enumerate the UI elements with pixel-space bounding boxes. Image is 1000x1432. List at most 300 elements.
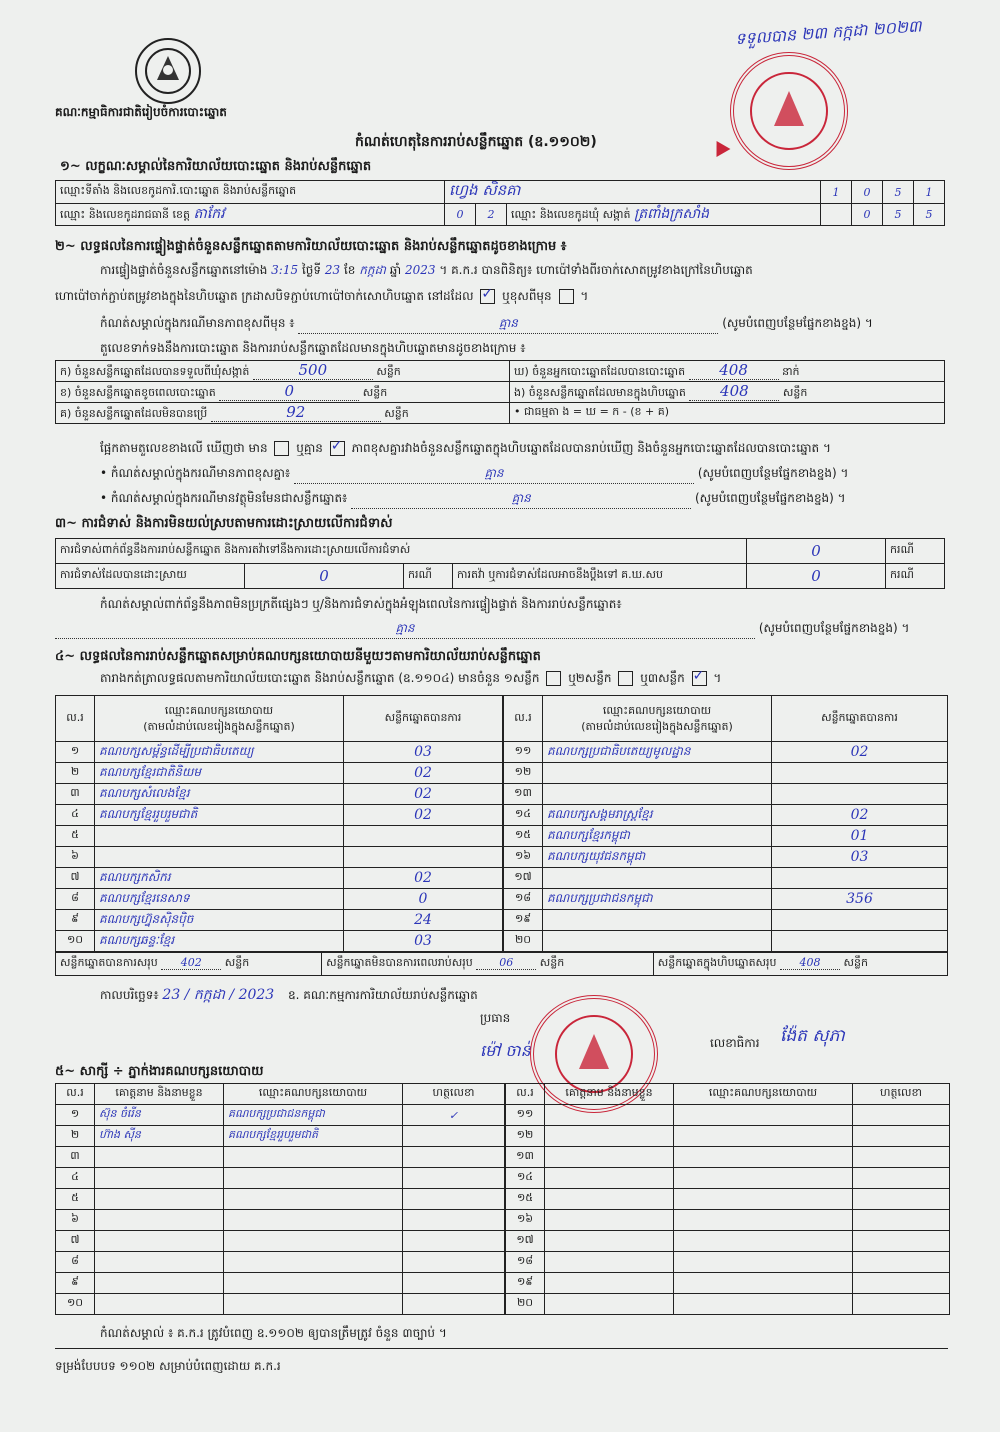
row-no: ១៤ — [504, 805, 543, 826]
totals-table — [55, 952, 948, 976]
empty-cell — [674, 1252, 853, 1273]
diff-note-label: កំណត់សម្គាល់ក្នុងករណីមានភាពខុសគ្នា៖ — [110, 466, 291, 480]
left-party-rows — [56, 742, 503, 952]
witness-no: ១១ — [506, 1105, 545, 1126]
party-votes: 02 — [344, 763, 503, 784]
table-row — [56, 1126, 505, 1147]
empty-cell — [545, 1105, 674, 1126]
party-votes: 0 — [344, 889, 503, 910]
witness-name: ហ៊ាង ស៊ីន — [95, 1126, 224, 1147]
witness-no: ១៧ — [506, 1231, 545, 1252]
party-name: គណបក្សប្រជាជនកម្ពុជា — [543, 889, 772, 910]
commune-value: ត្រពាំងក្រសាំង — [634, 206, 710, 222]
table-row — [56, 1231, 505, 1252]
witness-name — [95, 1231, 224, 1252]
witness-no: ៦ — [56, 1210, 95, 1231]
table-row — [56, 1294, 505, 1315]
section4-heading: ៤~ លទ្ធផលនៃការរាប់សន្លឹកឆ្នោតសម្រាប់គណបក្សនយោបាយនីមួយៗតាមការិយាល័យរាប់សន្លឹកឆ្នោត — [55, 649, 541, 664]
empty-cell — [545, 1189, 674, 1210]
party-name — [543, 931, 772, 952]
commune-code-3: 5 — [914, 204, 945, 226]
empty-cell — [853, 1273, 950, 1294]
total-box-value: 408 — [799, 956, 821, 969]
witness-no: ១២ — [506, 1126, 545, 1147]
change-note-suffix: (សូមបំពេញបន្ថែមផ្នែកខាងខ្នង) ។ — [722, 316, 873, 330]
table-row — [56, 763, 503, 784]
location-value: ហ្វេង សិនគា — [445, 181, 821, 204]
table-row — [504, 910, 948, 931]
empty-cell — [674, 1168, 853, 1189]
witness-name — [95, 1210, 224, 1231]
party-votes — [772, 931, 948, 952]
row-no: ១៥ — [504, 826, 543, 847]
spoiled-label: ខ) ចំនួនសន្លឹកឆ្នោតខូចពេលបោះឆ្នោត — [60, 386, 216, 399]
table-row — [506, 1168, 950, 1189]
w-col-name-right: គោត្តនាម និងនាមខ្លួន — [545, 1084, 674, 1105]
verify-line-1 — [100, 262, 950, 280]
resolved-unit: ករណី — [404, 564, 453, 589]
party-name — [95, 847, 344, 868]
irregular-note-label: កំណត់សម្គាល់ពាក់ព័ន្ធនឹងភាពមិនប្រក្រតីផ្សេងៗ ឬ/និងការជំទាស់ក្នុងអំឡុងពេលនៃការផ្ទៀងផ្ទាត់ និងការរាប់សន្លឹកឆ្នោត៖ — [100, 597, 622, 611]
row-no: ១៧ — [504, 868, 543, 889]
witness-party — [224, 1210, 403, 1231]
unchanged-checkbox[interactable] — [480, 289, 495, 304]
row-no: ៧ — [56, 868, 95, 889]
empty-cell — [545, 1126, 674, 1147]
table-row — [506, 1252, 950, 1273]
party-votes — [344, 847, 503, 868]
table-row — [56, 910, 503, 931]
party-votes: 02 — [344, 868, 503, 889]
results-table-right — [503, 695, 948, 952]
empty-cell — [853, 1231, 950, 1252]
table-row — [506, 1210, 950, 1231]
witness-no: ៤ — [56, 1168, 95, 1189]
row-no: ១៨ — [504, 889, 543, 910]
section3-table — [55, 538, 945, 589]
party-name: គណបក្សខ្មែរនេសាទ — [95, 889, 344, 910]
unusual-note-label: កំណត់សម្គាល់ក្នុងករណីមានវត្ថុមិនមែនជាសន្លឹកឆ្នោត៖ — [110, 491, 348, 505]
section3-heading: ៣~ ការជំទាស់ និងការមិនយល់ស្របតាមការដោះស្រាយលើការជំទាស់ — [55, 516, 393, 531]
total-invalid-label: សន្លឹកឆ្នោតមិនបានការពេលរាប់សរុប — [326, 956, 473, 969]
witness-no: ៣ — [56, 1147, 95, 1168]
table-row — [56, 742, 503, 763]
verify-text-e: ។ គ.ក.រ បានពិនិត្យ៖ ហោប៉ៅទាំងពីរចាក់សោតម្រូវខាងក្រៅនៃហិបឆ្នោត — [439, 263, 753, 277]
results-table-left — [55, 695, 503, 952]
witness-party — [224, 1168, 403, 1189]
table-row — [56, 1273, 505, 1294]
province-code-1: 0 — [445, 204, 476, 226]
voters-unit: នាក់ — [782, 365, 800, 378]
col-no: ល.រ — [56, 696, 95, 742]
table-row — [56, 1189, 505, 1210]
province-value: តាកែវ — [193, 206, 225, 222]
party-name: គណបក្សសំលេងខ្មែរ — [95, 784, 344, 805]
received-unit: សន្លឹក — [376, 365, 401, 378]
change-note-value: គ្មាន — [498, 316, 518, 330]
diff-note-suffix: (សូមបំពេញបន្ថែមផ្នែកខាងខ្នង) ។ — [697, 466, 849, 480]
party-name: គណបក្សហ្វ៊ុនស៊ិនប៉ិច — [95, 910, 344, 931]
empty-cell — [853, 1189, 950, 1210]
witness-signature — [403, 1126, 505, 1147]
party-name: គណបក្សសង្គមរាស្ត្រខ្មែរ — [543, 805, 772, 826]
date-value: 23 / កក្កដា / 2023 — [162, 987, 275, 1003]
empty-cell — [674, 1294, 853, 1315]
table-row — [506, 1147, 950, 1168]
official-stamp-top — [730, 52, 848, 170]
province-label: ឈ្មោះ និងលេខកូដរាជធានី ខេត្ត — [60, 208, 190, 221]
objection-unit: ករណី — [886, 539, 945, 564]
witness-no: ១ — [56, 1105, 95, 1126]
witness-signature — [403, 1210, 505, 1231]
witness-no: ១៤ — [506, 1168, 545, 1189]
witness-party — [224, 1189, 403, 1210]
witness-no: ៩ — [56, 1273, 95, 1294]
col-party: ឈ្មោះគណបក្សនយោបាយ — [164, 703, 274, 717]
three-sheets-checkbox[interactable] — [692, 671, 707, 686]
witness-no: ១៦ — [506, 1210, 545, 1231]
col-votes: សន្លឹកឆ្នោតបានការ — [344, 696, 503, 742]
empty-cell — [853, 1168, 950, 1189]
witness-party — [224, 1273, 403, 1294]
resolved-value: 0 — [245, 564, 404, 589]
party-votes — [772, 763, 948, 784]
party-name — [543, 763, 772, 784]
in-box-value: 408 — [720, 382, 749, 400]
col-party-right: ឈ្មោះគណបក្សនយោបាយ — [602, 703, 712, 717]
no-difference-checkbox[interactable] — [330, 441, 345, 456]
table-row — [56, 868, 503, 889]
table-row — [506, 1273, 950, 1294]
witness-signature: ✓ — [403, 1105, 505, 1126]
row-no: ៤ — [56, 805, 95, 826]
party-name — [543, 868, 772, 889]
witness-party — [224, 1231, 403, 1252]
witness-name — [95, 1252, 224, 1273]
location-code-1: 1 — [821, 181, 852, 204]
witness-signature — [403, 1189, 505, 1210]
appeal-label: ការតវ៉ា ឬការជំទាស់ដែលអាចនឹងប្តឹងទៅ គ.ឃ.សប — [453, 564, 747, 589]
witness-signature — [403, 1273, 505, 1294]
spoiled-value: 0 — [284, 382, 295, 400]
witness-no: ១៥ — [506, 1189, 545, 1210]
table-row — [504, 826, 948, 847]
party-name: គណបក្សឆន្ទៈខ្មែរ — [95, 931, 344, 952]
right-party-rows — [504, 742, 948, 952]
witness-name — [95, 1189, 224, 1210]
three-sheets-text: ឬ៣សន្លឹក — [640, 671, 685, 685]
verify-month: កក្កដា — [359, 263, 386, 277]
total-invalid-unit: សន្លឹក — [539, 956, 565, 969]
difference-text-a: ផ្អែកតាមតួលេខខាងលើ ឃើញថា មាន — [100, 441, 268, 455]
total-invalid-value: 06 — [499, 956, 514, 969]
empty-cell — [545, 1168, 674, 1189]
commission-label: ឧ. គណៈកម្មការការិយាល័យរាប់សន្លឹកឆ្នោត — [288, 988, 478, 1002]
one-sheet-checkbox[interactable] — [546, 671, 561, 686]
sheets-line: តារាងកត់ត្រាលទ្ធផលតាមការិយាល័យបោះឆ្នោត និងរាប់សន្លឹកឆ្នោត (ឧ.១១០៤) មានចំនួន ១សន្លឹក ឬ២សន្លឹក ឬ៣សន្លឹក ✓ ។ — [100, 670, 721, 688]
change-note-label: កំណត់សម្គាល់ក្នុងករណីមានភាពខុសពីមុន ៖ — [100, 316, 295, 330]
appeal-value: 0 — [747, 564, 886, 589]
col-no-right: ល.រ — [504, 696, 543, 742]
party-name: គណបក្សកសិករ — [95, 868, 344, 889]
table-row — [56, 889, 503, 910]
col-votes-right: សន្លឹកឆ្នោតបានការ — [772, 696, 948, 742]
row-no: ១៩ — [504, 910, 543, 931]
party-name: គណបក្សខ្មែររួបរួមជាតិ — [95, 805, 344, 826]
empty-cell — [674, 1189, 853, 1210]
col-party-sub: (តាមលំដាប់លេខរៀងក្នុងសន្លឹកឆ្នោត) — [143, 719, 295, 733]
spoiled-unit: សន្លឹក — [362, 386, 388, 399]
verify-text-b: ថ្ងៃទី — [301, 263, 321, 277]
empty-cell — [853, 1252, 950, 1273]
table-row — [56, 1252, 505, 1273]
witness-no: ១០ — [56, 1294, 95, 1315]
party-votes: 356 — [772, 889, 948, 910]
footnote: កំណត់សម្គាល់ ៖ គ.ក.រ ត្រូវបំពេញ ឧ.១១០២ ឲ្យបានត្រឹមត្រូវ ចំនួន ៣ច្បាប់ ។ — [100, 1326, 447, 1340]
objection-label: ការជំទាស់ពាក់ព័ន្ធនឹងការរាប់សន្លឹកឆ្នោត និងការតវ៉ាទៅនឹងការដោះស្រាយលើការជំទាស់ — [56, 539, 747, 564]
party-votes: 02 — [344, 805, 503, 826]
voters-label: ឃ) ចំនួនអ្នកបោះឆ្នោតដែលបានបោះឆ្នោត — [514, 365, 686, 378]
empty-cell — [853, 1294, 950, 1315]
chair-label: ប្រធាន — [480, 1011, 511, 1025]
verify-day: 23 — [324, 263, 341, 277]
verify-time: 3:15 — [271, 263, 299, 277]
party-votes — [344, 826, 503, 847]
empty-cell — [674, 1273, 853, 1294]
row-no: ១០ — [56, 931, 95, 952]
footer-text: ទម្រង់បែបបទ ១១០២ សម្រាប់បំពេញដោយ គ.ក.រ — [55, 1359, 281, 1373]
witness-signature — [403, 1147, 505, 1168]
location-code-4: 1 — [914, 181, 945, 204]
verify-text-d: ឆ្នាំ — [389, 263, 402, 277]
date-line — [100, 985, 478, 1006]
appeal-unit: ករណី — [886, 564, 945, 589]
table-row — [504, 889, 948, 910]
received-value: 500 — [298, 361, 328, 379]
resolved-label: ការជំទាស់ដែលបានដោះស្រាយ — [56, 564, 245, 589]
unusual-note-line: • កំណត់សម្គាល់ក្នុងករណីមានវត្ថុមិនមែនជាសន្លឹកឆ្នោត៖ គ្មាន (សូមបំពេញបន្ថែមផ្នែកខាងខ្នង) ។ — [100, 490, 950, 509]
witness-name — [95, 1273, 224, 1294]
section5-heading: ៥~ សាក្សី ÷ ភ្នាក់ងារគណបក្សនយោបាយ — [55, 1064, 264, 1079]
witness-party — [224, 1252, 403, 1273]
table-row — [56, 931, 503, 952]
change-note-line — [100, 315, 950, 334]
table-row — [504, 742, 948, 763]
w-col-party-right: ឈ្មោះគណបក្សនយោបាយ — [674, 1084, 853, 1105]
party-name — [95, 826, 344, 847]
witness-party — [224, 1147, 403, 1168]
verify-text-g: ឬខុសពីមុន — [502, 289, 552, 303]
witness-name: ស៊ុន ចំរើន — [95, 1105, 224, 1126]
witness-signature — [403, 1294, 505, 1315]
party-votes — [772, 868, 948, 889]
witness-table-left — [55, 1083, 505, 1315]
witness-no: ១៩ — [506, 1273, 545, 1294]
difference-line — [100, 440, 950, 458]
secretary-label: លេខាធិការ — [710, 1036, 760, 1050]
empty-cell — [545, 1210, 674, 1231]
party-votes — [772, 910, 948, 931]
row-no: ១១ — [504, 742, 543, 763]
verify-text-c: ខែ — [343, 263, 356, 277]
in-box-unit: សន្លឹក — [782, 386, 808, 399]
empty-cell — [674, 1105, 853, 1126]
table-row — [504, 868, 948, 889]
table-row — [506, 1105, 950, 1126]
w-col-no: ល.រ — [56, 1084, 95, 1105]
diff-note-value: គ្មាន — [484, 466, 504, 480]
row-no: ១៣ — [504, 784, 543, 805]
witness-no: ៨ — [56, 1252, 95, 1273]
table-row — [504, 805, 948, 826]
table-row — [56, 784, 503, 805]
witness-party: គណបក្សប្រជាជនកម្ពុជា — [224, 1105, 403, 1126]
table-row — [504, 847, 948, 868]
unused-unit: សន្លឹក — [384, 407, 409, 420]
table-row — [504, 931, 948, 952]
row-no: ៨ — [56, 889, 95, 910]
commune-code-1: 0 — [852, 204, 883, 226]
witness-no: ១៨ — [506, 1252, 545, 1273]
difference-text-c: ភាពខុសគ្នារវាងចំនួនសន្លឹកឆ្នោតក្នុងហិបឆ្នោតដែលបានរាប់ឃើញ និងចំនួនអ្នកបោះឆ្នោតដែលបានបោះឆ្នោត ។ — [351, 441, 831, 455]
witness-party: គណបក្សខ្មែររួបរួមជាតិ — [224, 1126, 403, 1147]
nec-emblem — [135, 38, 201, 104]
two-sheets-text: ឬ២សន្លឹក — [568, 671, 612, 685]
commune-label: ឈ្មោះ និងលេខកូដឃុំ សង្កាត់ — [511, 208, 631, 221]
witness-name — [95, 1147, 224, 1168]
empty-cell — [545, 1252, 674, 1273]
w-col-name: គោត្តនាម និងនាមខ្លួន — [95, 1084, 224, 1105]
w-col-sign-right: ហត្ថលេខា — [853, 1084, 950, 1105]
irregular-note-line — [55, 620, 955, 639]
row-no: ៥ — [56, 826, 95, 847]
row-no: ១២ — [504, 763, 543, 784]
table-row — [506, 1294, 950, 1315]
party-name: គណបក្សយុវជនកម្ពុជា — [543, 847, 772, 868]
witness-name — [95, 1294, 224, 1315]
table-row — [56, 1168, 505, 1189]
table-row — [56, 1147, 505, 1168]
figures-intro: តួលេខទាក់ទងនឹងការបោះឆ្នោត និងការរាប់សន្លឹកឆ្នោតដែលមានក្នុងហិបឆ្នោតមានដូចខាងក្រោម ៖ — [100, 341, 526, 355]
witness-table-right — [505, 1083, 950, 1315]
changed-checkbox[interactable] — [559, 289, 574, 304]
witness-right-rows — [506, 1105, 950, 1315]
table-row — [56, 805, 503, 826]
party-votes: 02 — [772, 805, 948, 826]
empty-cell — [853, 1210, 950, 1231]
total-valid-value: 402 — [180, 956, 202, 969]
row-no: ២ — [56, 763, 95, 784]
witness-name — [95, 1168, 224, 1189]
formula: ជាធម្មតា ង = ឃ = ក - (ខ + គ) — [524, 405, 669, 418]
empty-cell — [853, 1126, 950, 1147]
table-row — [56, 1210, 505, 1231]
has-difference-checkbox[interactable] — [274, 441, 289, 456]
col-party-sub-right: (តាមលំដាប់លេខរៀងក្នុងសន្លឹកឆ្នោត) — [581, 719, 733, 733]
table-row — [504, 763, 948, 784]
party-name: គណបក្សខ្មែរកម្ពុជា — [543, 826, 772, 847]
party-votes: 02 — [772, 742, 948, 763]
in-box-label: ង) ចំនួនសន្លឹកឆ្នោតដែលមានក្នុងហិបឆ្នោត — [514, 386, 686, 399]
verify-year: 2023 — [404, 263, 436, 277]
table-row — [56, 826, 503, 847]
empty-cell — [545, 1273, 674, 1294]
empty-cell — [545, 1294, 674, 1315]
section1-table — [55, 180, 945, 226]
two-sheets-checkbox[interactable] — [618, 671, 633, 686]
difference-text-b: ឬគ្មាន — [296, 441, 323, 455]
row-no: ៦ — [56, 847, 95, 868]
verify-line-2: ហោប៉ៅចាក់ភ្ជាប់តម្រូវខាងក្នុងនៃហិបឆ្នោត ក្រដាសបិទភ្ជាប់ហោប៉ៅចាក់សោហិបឆ្នោត នៅដដែល ✓ ឬខុសពីមុន ។ — [55, 288, 955, 306]
total-valid-label: សន្លឹកឆ្នោតបានការសរុប — [60, 956, 158, 969]
table-row — [506, 1126, 950, 1147]
footer-rule — [55, 1348, 948, 1349]
commune-code-2: 5 — [883, 204, 914, 226]
party-votes — [772, 784, 948, 805]
witness-signature — [403, 1231, 505, 1252]
witness-no: ២០ — [506, 1294, 545, 1315]
party-name: គណបក្សប្រជាធិបតេយ្យមូលដ្ឋាន — [543, 742, 772, 763]
org-name: គណៈកម្មាធិការជាតិរៀបចំការបោះឆ្នោត — [55, 105, 227, 119]
empty-cell — [674, 1231, 853, 1252]
location-code-3: 5 — [883, 181, 914, 204]
row-no: ៩ — [56, 910, 95, 931]
irregular-note-suffix: (សូមបំពេញបន្ថែមផ្នែកខាងខ្នង) ។ — [758, 621, 910, 635]
received-label: ក) ចំនួនសន្លឹកឆ្នោតដែលបានទទួលពីឃុំសង្កាត់ — [60, 365, 250, 378]
section1-heading: ១~ លក្ខណៈសម្គាល់នៃការិយាល័យបោះឆ្នោត និងរាប់សន្លឹកឆ្នោត — [60, 159, 372, 174]
empty-cell — [545, 1231, 674, 1252]
total-box-unit: សន្លឹក — [843, 956, 868, 969]
empty-cell — [545, 1147, 674, 1168]
party-votes: 03 — [772, 847, 948, 868]
empty-cell — [853, 1105, 950, 1126]
table-row — [506, 1189, 950, 1210]
witness-no: ១៣ — [506, 1147, 545, 1168]
unusual-note-value: គ្មាន — [511, 491, 531, 505]
table-row — [504, 784, 948, 805]
voters-value: 408 — [719, 361, 748, 379]
party-name — [543, 784, 772, 805]
row-no: ១៦ — [504, 847, 543, 868]
table-row — [506, 1231, 950, 1252]
figures-table: ក) ចំនួនសន្លឹកឆ្នោតដែលបានទទួលពីឃុំសង្កាត់ 500 សន្លឹក ឃ) ចំនួនអ្នកបោះឆ្នោតដែលបានបោះឆ្នោត 408 នាក់ ខ) ចំនួនសន្លឹកឆ្នោតខូចពេលបោះឆ្នោត 0 សន្លឹក ង) ចំនួនសន្លឹកឆ្នោតដែលមានក្នុងហិបឆ្នោត 408 សន្លឹក គ) ចំនួនសន្លឹកឆ្នោតដែលមិនបានប្រើ 92 សន្លឹក • ជាធម្មតា ង = ឃ = ក - (ខ + គ) — [55, 360, 945, 424]
empty-cell — [674, 1210, 853, 1231]
party-votes: 01 — [772, 826, 948, 847]
empty-cell — [674, 1147, 853, 1168]
w-col-no-right: ល.រ — [506, 1084, 545, 1105]
party-name: គណបក្សខ្មែរជាតិនិយម — [95, 763, 344, 784]
secretary-signature: ង៉ែត សុភា — [780, 1026, 845, 1046]
empty-cell — [853, 1147, 950, 1168]
party-votes: 24 — [344, 910, 503, 931]
location-code-2: 0 — [852, 181, 883, 204]
witness-no: ៧ — [56, 1231, 95, 1252]
row-no: ២០ — [504, 931, 543, 952]
total-box-label: សន្លឹកឆ្នោតក្នុងហិបឆ្នោតសរុប — [657, 956, 777, 969]
w-col-party: ឈ្មោះគណបក្សនយោបាយ — [224, 1084, 403, 1105]
province-code-2: 2 — [476, 204, 507, 226]
section2-heading: ២~ លទ្ធផលនៃការផ្ទៀងផ្ទាត់ចំនួនសន្លឹកឆ្នោតតាមការិយាល័យបោះឆ្នោត និងរាប់សន្លឹកឆ្នោតដូចខាងក្រោម ៖ — [55, 239, 567, 254]
w-col-sign: ហត្ថលេខា — [403, 1084, 505, 1105]
witness-no: ២ — [56, 1126, 95, 1147]
sheets-text: តារាងកត់ត្រាលទ្ធផលតាមការិយាល័យបោះឆ្នោត និងរាប់សន្លឹកឆ្នោត (ឧ.១១០៤) មានចំនួន ១សន្លឹក — [100, 671, 540, 685]
empty-cell — [674, 1126, 853, 1147]
row-no: ៣ — [56, 784, 95, 805]
party-votes: 03 — [344, 742, 503, 763]
witness-left-rows — [56, 1105, 505, 1315]
unused-label: គ) ចំនួនសន្លឹកឆ្នោតដែលមិនបានប្រើ — [60, 407, 208, 420]
row-no: ១ — [56, 742, 95, 763]
